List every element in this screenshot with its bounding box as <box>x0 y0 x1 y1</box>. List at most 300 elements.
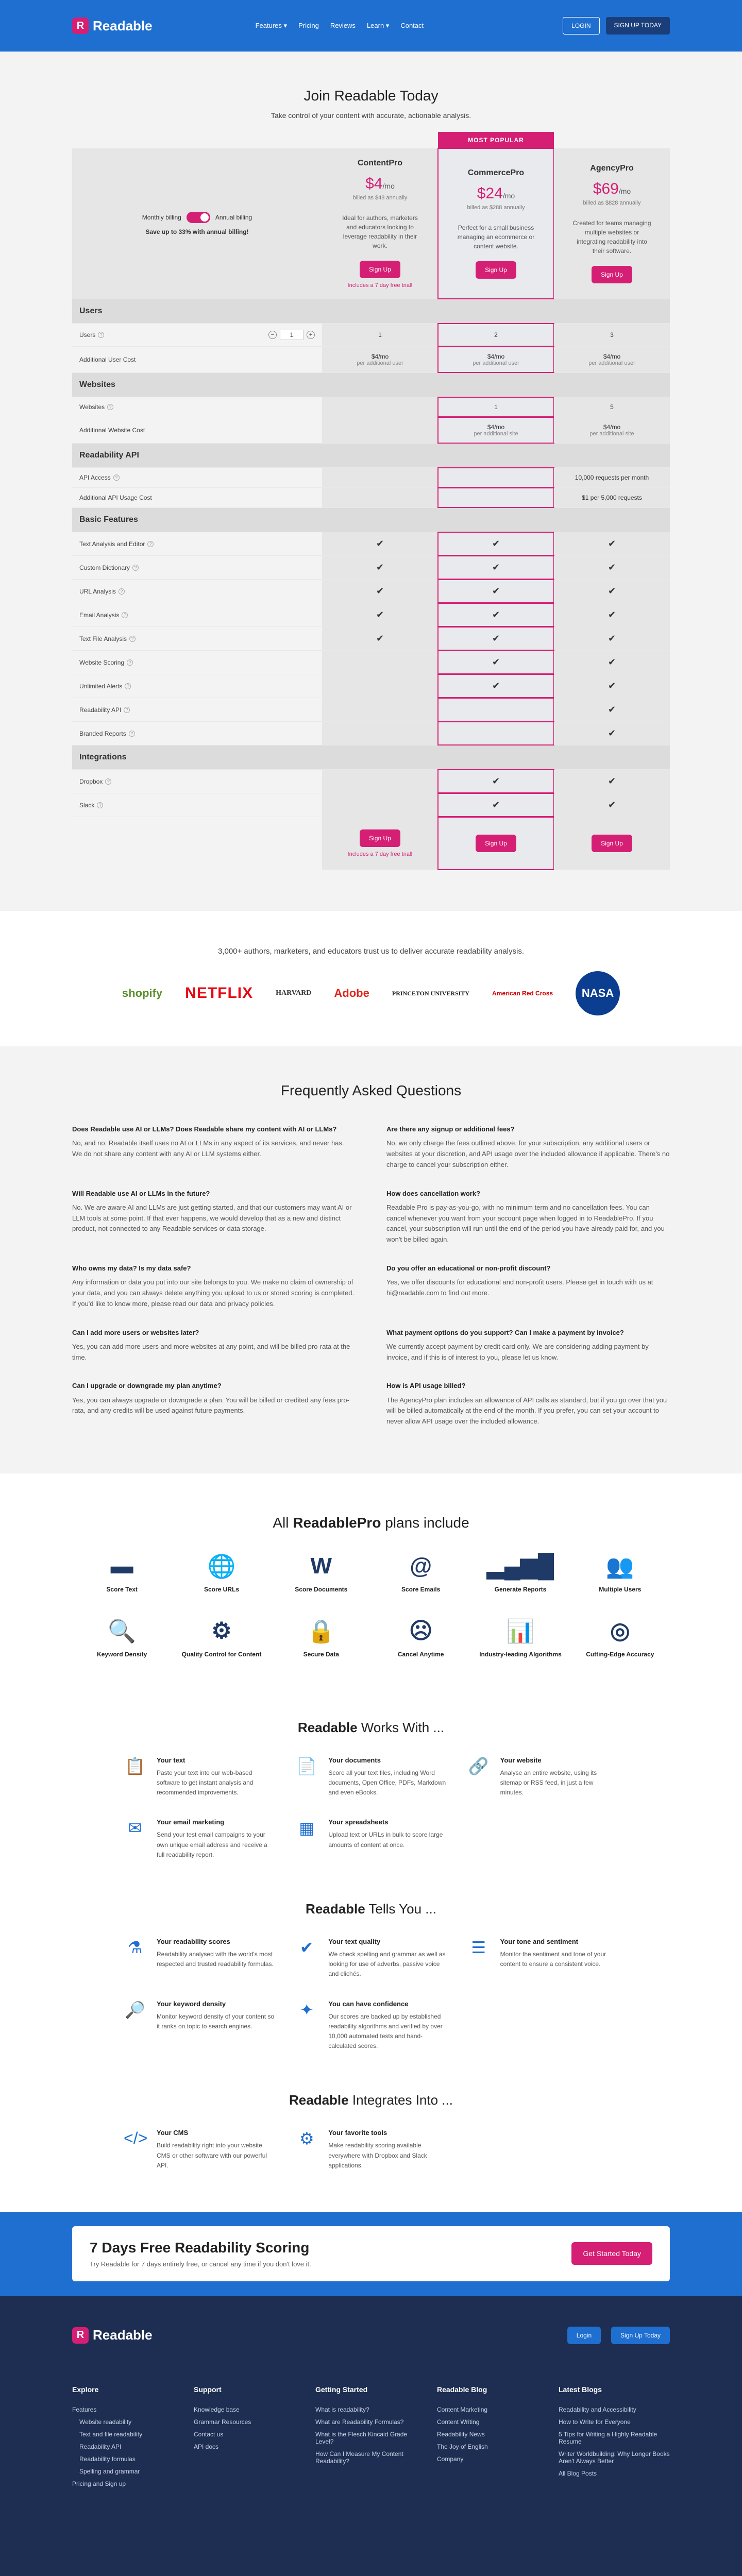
help-icon[interactable]: ? <box>125 683 131 689</box>
feature-text: Score all your text files, including Word documents, Open Office, PDFs, Markdown and even eBooks. <box>328 1769 446 1797</box>
checkmark-icon: ✔ <box>299 1938 314 1957</box>
footer-column-title: Readable Blog <box>437 2385 487 2394</box>
trust-section <box>0 911 742 1046</box>
score-text-icon: ▬ <box>110 1553 133 1579</box>
nav-reviews[interactable]: Reviews <box>330 22 356 29</box>
include-label: Cancel Anytime <box>397 1650 444 1658</box>
feature-label: Text File Analysis <box>79 635 127 642</box>
feature-label: Slack <box>79 801 95 809</box>
feature-cell <box>438 603 554 626</box>
integrates-section <box>0 2061 742 2181</box>
footer-link[interactable]: Content Writing <box>437 2418 480 2426</box>
feature-label-cell <box>72 532 322 555</box>
include-label: Secure Data <box>303 1650 339 1658</box>
feature-label-cell <box>72 580 322 603</box>
tells-you-section <box>0 1870 742 2061</box>
check-icon: ✔ <box>608 633 616 643</box>
footer-signup-button[interactable]: Sign Up Today <box>611 2327 670 2344</box>
additional-user-price: $4/mo <box>371 353 389 360</box>
include-item <box>272 1617 371 1658</box>
increment-icon[interactable]: + <box>307 331 315 339</box>
include-label: Score URLs <box>204 1585 239 1593</box>
feature-item <box>124 2000 275 2052</box>
feature-title: Your favorite tools <box>328 2129 387 2137</box>
section-api: Readability API <box>72 444 670 467</box>
feature-item <box>295 1938 446 1979</box>
check-icon: ✔ <box>492 776 500 786</box>
footer-link[interactable]: Writer Worldbuilding: Why Longer Books Aren't Always Better <box>559 2450 670 2465</box>
signup-button[interactable]: SIGN UP TODAY <box>606 17 670 35</box>
feature-item <box>467 1938 618 1979</box>
footer-link[interactable]: API docs <box>194 2443 219 2450</box>
feature-text: Our scores are backed up by established readability algorithms and verified by over 10,000 automated tests and hand-calculated scores. <box>328 2012 443 2050</box>
pricing-subtitle: Take control of your content with accurate, actionable analysis. <box>271 111 471 120</box>
feature-title: You can have confidence <box>328 1999 409 2008</box>
red-cross-logo: American Red Cross <box>492 990 553 997</box>
users-label-cell <box>72 324 322 346</box>
signup-agencypro-button[interactable]: Sign Up <box>592 266 632 283</box>
feature-cell <box>554 603 670 626</box>
help-icon[interactable]: ? <box>129 731 135 737</box>
api-usage-value: $1 per 5,000 requests <box>554 488 670 507</box>
feature-cell <box>322 556 438 579</box>
feature-text: Upload text or URLs in bulk to score large amounts of content at once. <box>328 1831 443 1849</box>
additional-site-price: $4/mo <box>603 423 621 431</box>
plan-agencypro <box>554 148 670 299</box>
users-stepper <box>268 330 315 340</box>
additional-user-note: per additional user <box>473 360 519 366</box>
include-item <box>172 1552 271 1593</box>
feature-row <box>72 532 670 556</box>
feature-cell <box>438 698 554 721</box>
feature-label-cell <box>72 698 322 721</box>
feature-label: Text Analysis and Editor <box>79 540 145 548</box>
plan-commercepro <box>438 148 554 299</box>
magnifier-icon: 🔍 <box>108 1618 137 1644</box>
additional-site-note: per additional site <box>589 431 634 437</box>
api-access-label: API Access <box>79 474 111 481</box>
footer-link[interactable]: Readability formulas <box>79 2455 136 2463</box>
faq-item <box>386 1264 670 1310</box>
faq-item <box>72 1264 356 1310</box>
help-icon[interactable]: ? <box>124 707 130 713</box>
check-icon: ✔ <box>608 657 616 667</box>
faq-question[interactable]: Will Readable use AI or LLMs in the future? <box>72 1189 210 1197</box>
help-icon[interactable]: ? <box>119 588 125 595</box>
section-users: Users <box>72 299 670 323</box>
feature-cell <box>438 770 554 793</box>
include-label: Score Documents <box>295 1585 348 1593</box>
include-label: Multiple Users <box>599 1585 642 1593</box>
feature-cell <box>438 722 554 745</box>
feature-cell <box>554 698 670 721</box>
feature-item <box>124 2129 275 2171</box>
faq-item <box>386 1328 670 1363</box>
login-button[interactable]: LOGIN <box>563 17 599 35</box>
check-icon: ✔ <box>608 728 616 738</box>
feature-cell <box>438 627 554 650</box>
plan-description: Created for teams managing multiple websites or integrating readability into their software. <box>572 219 651 255</box>
faq-item <box>72 1328 356 1363</box>
footer-brand-name: Readable <box>93 2327 153 2343</box>
feature-row <box>72 722 670 745</box>
users-value: 3 <box>554 324 670 346</box>
include-item <box>470 1552 570 1593</box>
help-icon[interactable]: ? <box>122 612 128 618</box>
feature-label-cell <box>72 627 322 650</box>
feature-cell <box>554 532 670 555</box>
feature-cell <box>438 580 554 603</box>
plan-description: Ideal for authors, marketers and educators looking to leverage readability in their work. <box>342 214 418 249</box>
feature-row <box>72 627 670 651</box>
feature-cell <box>322 793 438 817</box>
feature-title: Your CMS <box>157 2129 189 2137</box>
footer-column <box>194 2385 305 2493</box>
faq-answer: The AgencyPro plan includes an allowance of API calls as standard, but if you go over that you will be billed automatically at the end of the month. If you prefer, you can set your account to never allow API usage over the included allowance. <box>386 1396 667 1426</box>
help-icon[interactable]: ? <box>98 332 104 338</box>
additional-user-price: $4/mo <box>603 353 621 360</box>
decrement-icon[interactable]: − <box>268 331 277 339</box>
faq-question[interactable]: Who owns my data? Is my data safe? <box>72 1264 191 1272</box>
sliders-icon: ☰ <box>471 1938 486 1957</box>
faq-item <box>72 1125 356 1171</box>
footer-link[interactable]: Grammar Resources <box>194 2418 251 2426</box>
feature-text: Monitor the sentiment and tone of your content to ensure a consistent voice. <box>500 1951 606 1968</box>
footer-link[interactable]: Text and file readability <box>79 2430 143 2438</box>
footer-link[interactable]: Features <box>72 2405 97 2413</box>
footer-logo[interactable] <box>72 2327 153 2344</box>
globe-icon: 🌐 <box>207 1553 236 1579</box>
faq-answer: No, and no. Readable itself uses no AI or LLMs in any aspect of its services, and never has. We do not share any content with any AI or LLM systems either. <box>72 1139 344 1158</box>
additional-user-price: $4/mo <box>487 353 505 360</box>
check-icon: ✔ <box>376 586 384 596</box>
help-icon[interactable]: ? <box>97 802 103 808</box>
footer-link[interactable]: How to Write for Everyone <box>559 2418 631 2426</box>
most-popular-badge: MOST POPULAR <box>438 132 554 148</box>
faq-question[interactable]: How does cancellation work? <box>386 1189 481 1197</box>
check-icon: ✔ <box>492 800 500 810</box>
feature-title: Your keyword density <box>157 1999 226 2008</box>
include-item <box>172 1617 271 1658</box>
plan-name: ContentPro <box>357 159 403 167</box>
feature-label: Custom Dictionary <box>79 564 130 571</box>
nasa-logo: NASA <box>576 971 620 1015</box>
signup-commercepro-bottom-button[interactable]: Sign Up <box>476 835 516 852</box>
feature-row <box>72 674 670 698</box>
customer-logos <box>0 971 742 1015</box>
additional-user-note: per additional user <box>588 360 635 366</box>
faq-answer: We currently accept payment by credit card only. We are considering adding payment by invoice, and if this is of interest to you, please let us know. <box>386 1342 649 1361</box>
pricing-section <box>0 52 742 911</box>
api-access-value <box>438 468 554 487</box>
target-icon: ◎ <box>610 1618 630 1644</box>
check-icon: ✔ <box>492 633 500 643</box>
faq-answer: Yes, you can always upgrade or downgrade a plan. You will be billed or credited any fees pro-rata, and any credits will be used against future payments. <box>72 1396 349 1415</box>
additional-site-price: $4/mo <box>487 423 505 431</box>
faq-question[interactable]: Does Readable use AI or LLMs? Does Readable share my content with AI or LLMs? <box>72 1125 337 1133</box>
include-label: Cutting-Edge Accuracy <box>586 1650 654 1658</box>
include-item <box>570 1617 670 1658</box>
include-item <box>470 1617 570 1658</box>
feature-title: Your documents <box>328 1756 381 1764</box>
include-item <box>371 1617 470 1658</box>
footer-link[interactable]: Readability API <box>79 2443 122 2450</box>
feature-item <box>124 1756 275 1798</box>
feature-label-cell <box>72 674 322 698</box>
nav-features[interactable]: Features ▾ <box>255 22 288 29</box>
help-icon[interactable]: ? <box>147 541 154 547</box>
lock-icon: 🔒 <box>307 1618 335 1644</box>
feature-text: Send your test email campaigns to your own unique email address and receive a full readability report. <box>157 1831 267 1858</box>
footer-column <box>437 2385 548 2493</box>
feature-label: Unlimited Alerts <box>79 682 123 690</box>
check-icon: ✔ <box>376 633 384 643</box>
link-icon: 🔗 <box>468 1756 489 1775</box>
plan-per: /mo <box>618 187 631 195</box>
plan-contentpro <box>322 148 438 299</box>
faq-question[interactable]: Can I upgrade or downgrade my plan anytime? <box>72 1382 222 1390</box>
signup-commercepro-button[interactable]: Sign Up <box>476 261 516 279</box>
footer-link[interactable]: Website readability <box>79 2418 132 2426</box>
faq-question[interactable]: How is API usage billed? <box>386 1382 466 1390</box>
faq-answer: Yes, you can add more users and more websites at any point, and will be billed pro-rata at the time. <box>72 1342 350 1361</box>
feature-item <box>295 1756 446 1798</box>
plan-price: $69 <box>593 180 619 197</box>
include-label: Keyword Density <box>96 1650 147 1658</box>
feature-text: Make readability scoring available everywhere with Dropbox and Slack applications. <box>328 2142 427 2169</box>
save-note: Save up to 33% with annual billing! <box>145 228 249 235</box>
help-icon[interactable]: ? <box>129 636 136 642</box>
plan-billing-note: billed as $828 annually <box>583 200 641 206</box>
footer-link[interactable]: How Can I Measure My Content Readability? <box>315 2450 403 2465</box>
feature-label-cell <box>72 770 322 793</box>
feature-label-cell <box>72 722 322 745</box>
feature-text: Build readability right into your website CMS or other software with our powerful API. <box>157 2142 267 2169</box>
feature-label: Branded Reports <box>79 730 126 737</box>
help-icon[interactable]: ? <box>107 404 113 410</box>
feature-title: Your spreadsheets <box>328 1818 389 1826</box>
cta-title: 7 Days Free Readability Scoring <box>90 2239 310 2256</box>
bars-chart-icon: 📊 <box>506 1618 535 1644</box>
feature-title: Your text quality <box>328 1938 381 1946</box>
annual-billing-label: Annual billing <box>215 214 252 221</box>
document-icon: 📄 <box>296 1756 317 1775</box>
faq-question[interactable]: Do you offer an educational or non-profit discount? <box>386 1264 551 1272</box>
feature-text: Readability analysed with the world's most respected and trusted readability formulas. <box>157 1951 274 1968</box>
footer-link[interactable]: Contact us <box>194 2430 224 2438</box>
include-label: Score Emails <box>401 1585 441 1593</box>
footer-link[interactable]: What is the Flesch Kincaid Grade Level? <box>315 2430 408 2445</box>
feature-row <box>72 651 670 674</box>
footer-link[interactable]: Pricing and Sign up <box>72 2480 126 2487</box>
word-doc-icon: W <box>310 1553 332 1579</box>
footer-link[interactable]: Spelling and grammar <box>79 2467 140 2475</box>
check-icon: ✔ <box>492 586 500 596</box>
plan-billing-note: billed as $48 annually <box>352 195 408 201</box>
check-icon: ✔ <box>376 609 384 620</box>
brand-name: Readable <box>93 18 153 33</box>
bottom-trial-note: Includes a 7 day free trial! <box>347 851 413 857</box>
footer-column <box>315 2385 427 2493</box>
nav-contact[interactable]: Contact <box>400 22 424 29</box>
monthly-billing-label: Monthly billing <box>142 214 181 221</box>
footer-link[interactable]: The Joy of English <box>437 2443 488 2450</box>
signal-bars-icon: ▂▄▆█ <box>486 1553 554 1579</box>
include-label: Generate Reports <box>494 1585 547 1593</box>
section-basic-features: Basic Features <box>72 508 670 532</box>
feature-cell <box>322 651 438 674</box>
footer-link[interactable]: Readability and Accessibility <box>559 2405 636 2413</box>
feature-text: We check spelling and grammar as well as looking for use of adverbs, passive voice and clichés. <box>328 1951 446 1978</box>
footer-link[interactable]: Readability News <box>437 2430 485 2438</box>
check-icon: ✔ <box>608 800 616 810</box>
users-label: Users <box>79 331 96 338</box>
site-header <box>0 0 742 52</box>
feature-label: Readability API <box>79 706 122 714</box>
feature-item <box>295 2129 446 2171</box>
cta-band <box>0 2212 742 2296</box>
feature-cell <box>322 722 438 745</box>
plan-name: AgencyPro <box>590 164 634 173</box>
include-label: Industry-leading Algorithms <box>479 1650 562 1658</box>
faq-section <box>0 1046 742 1473</box>
feature-title: Your readability scores <box>157 1938 230 1946</box>
envelope-icon: ✉ <box>128 1819 142 1838</box>
feature-cell <box>554 556 670 579</box>
main-nav <box>256 22 424 30</box>
pricing-table <box>72 137 670 870</box>
keyword-icon: 🔎 <box>125 2000 145 2019</box>
signup-agencypro-bottom-button[interactable]: Sign Up <box>592 835 632 852</box>
feature-title: Your website <box>500 1756 542 1764</box>
feature-cell <box>554 722 670 745</box>
feature-item <box>124 1938 275 1979</box>
help-icon[interactable]: ? <box>127 659 133 666</box>
additional-user-cost-label: Additional User Cost <box>79 356 136 363</box>
gear-icon: ⚙ <box>299 2129 314 2148</box>
feature-label-cell <box>72 651 322 674</box>
quality-icon: ⚙ <box>211 1618 232 1644</box>
signup-contentpro-button[interactable]: Sign Up <box>360 261 400 278</box>
check-icon: ✔ <box>492 609 500 620</box>
faq-question[interactable]: Are there any signup or additional fees? <box>386 1125 515 1133</box>
footer-link[interactable]: Company <box>437 2455 464 2463</box>
feature-item <box>467 1756 618 1798</box>
princeton-logo: PRINCETON UNIVERSITY <box>392 989 470 997</box>
confidence-icon: ✦ <box>299 2000 314 2019</box>
websites-label: Websites <box>79 403 105 411</box>
feature-cell <box>322 770 438 793</box>
feature-cell <box>554 580 670 603</box>
shopify-logo: shopify <box>122 987 163 999</box>
faq-question[interactable]: Can I add more users or websites later? <box>72 1328 199 1336</box>
feature-row <box>72 580 670 603</box>
users-stepper-value[interactable]: 1 <box>280 330 303 340</box>
feature-cell <box>438 674 554 698</box>
users-value: 2 <box>438 324 554 346</box>
billing-toggle[interactable] <box>187 212 210 223</box>
footer-login-button[interactable]: Login <box>567 2327 601 2344</box>
feature-row <box>72 698 670 722</box>
websites-value: 1 <box>438 397 554 417</box>
plan-billing-note: billed as $288 annually <box>467 205 525 211</box>
feature-cell <box>554 770 670 793</box>
footer-link[interactable]: What is readability? <box>315 2405 369 2413</box>
footer-column <box>559 2385 670 2493</box>
help-icon[interactable]: ? <box>105 778 111 785</box>
feature-row <box>72 556 670 580</box>
websites-value: 5 <box>554 397 670 417</box>
adobe-logo: Adobe <box>334 987 369 999</box>
feature-cell <box>322 603 438 626</box>
signup-contentpro-bottom-button[interactable]: Sign Up <box>360 829 400 847</box>
get-started-button[interactable]: Get Started Today <box>571 2242 652 2265</box>
feature-item <box>295 1818 446 1860</box>
feature-title: Your email marketing <box>157 1818 225 1826</box>
integrates-title: Readable Integrates Into ... <box>289 2092 453 2108</box>
nav-pricing[interactable]: Pricing <box>298 22 319 29</box>
api-usage-value <box>438 488 554 507</box>
nav-learn[interactable]: Learn ▾ <box>366 22 390 29</box>
check-icon: ✔ <box>608 538 616 549</box>
feature-cell <box>438 532 554 555</box>
footer-link[interactable]: 5 Tips for Writing a Highly Readable Resume <box>559 2430 657 2445</box>
brand-logo[interactable] <box>72 18 153 34</box>
pricing-title: Join Readable Today <box>303 88 439 104</box>
trial-note: Includes a 7 day free trial! <box>347 282 413 289</box>
feature-cell <box>322 627 438 650</box>
cta-text: Try Readable for 7 days entirely free, or cancel any time if you don't love it. <box>90 2260 311 2268</box>
logo-mark-icon: R <box>72 18 89 34</box>
check-icon: ✔ <box>492 681 500 691</box>
footer-link[interactable]: What are Readability Formulas? <box>315 2418 404 2426</box>
feature-cell <box>322 580 438 603</box>
faq-item <box>386 1381 670 1427</box>
faq-item <box>72 1381 356 1427</box>
feature-cell <box>554 651 670 674</box>
feature-title: Your tone and sentiment <box>500 1938 579 1946</box>
sad-face-icon: ☹ <box>409 1618 433 1644</box>
additional-site-note: per additional site <box>474 431 518 437</box>
plan-price: $4 <box>365 175 383 192</box>
faq-answer: No, we only charge the fees outlined above, for your subscription, any additional users or websites at your discretion, and API usage over the included allowance if applicable. There's no charge to cancel your subscription either. <box>386 1139 670 1168</box>
footer-column-title: Getting Started <box>315 2385 368 2394</box>
feature-cell <box>322 674 438 698</box>
feature-row <box>72 770 670 793</box>
clipboard-icon: 📋 <box>125 1756 145 1775</box>
footer-link[interactable]: Knowledge base <box>194 2405 240 2413</box>
help-icon[interactable]: ? <box>113 474 120 481</box>
feature-cell <box>554 674 670 698</box>
harvard-logo: HARVARD <box>276 989 312 997</box>
users-value: 1 <box>322 324 438 346</box>
footer-link[interactable]: Content Marketing <box>437 2405 488 2413</box>
footer-link[interactable]: All Blog Posts <box>559 2469 597 2477</box>
feature-cell <box>554 793 670 817</box>
check-icon: ✔ <box>492 657 500 667</box>
check-icon: ✔ <box>608 776 616 786</box>
faq-item <box>386 1189 670 1245</box>
websites-value <box>322 397 438 417</box>
check-icon: ✔ <box>608 562 616 572</box>
works-title: Readable Works With ... <box>297 1719 445 1735</box>
footer-column-title: Explore <box>72 2385 99 2394</box>
include-item <box>72 1552 172 1593</box>
feature-text: Paste your text into our web-based software to get instant analysis and recommended improvements. <box>157 1769 254 1797</box>
feature-label-cell <box>72 603 322 626</box>
help-icon[interactable]: ? <box>132 565 139 571</box>
faq-question[interactable]: What payment options do you support? Can I make a payment by invoice? <box>386 1328 624 1336</box>
